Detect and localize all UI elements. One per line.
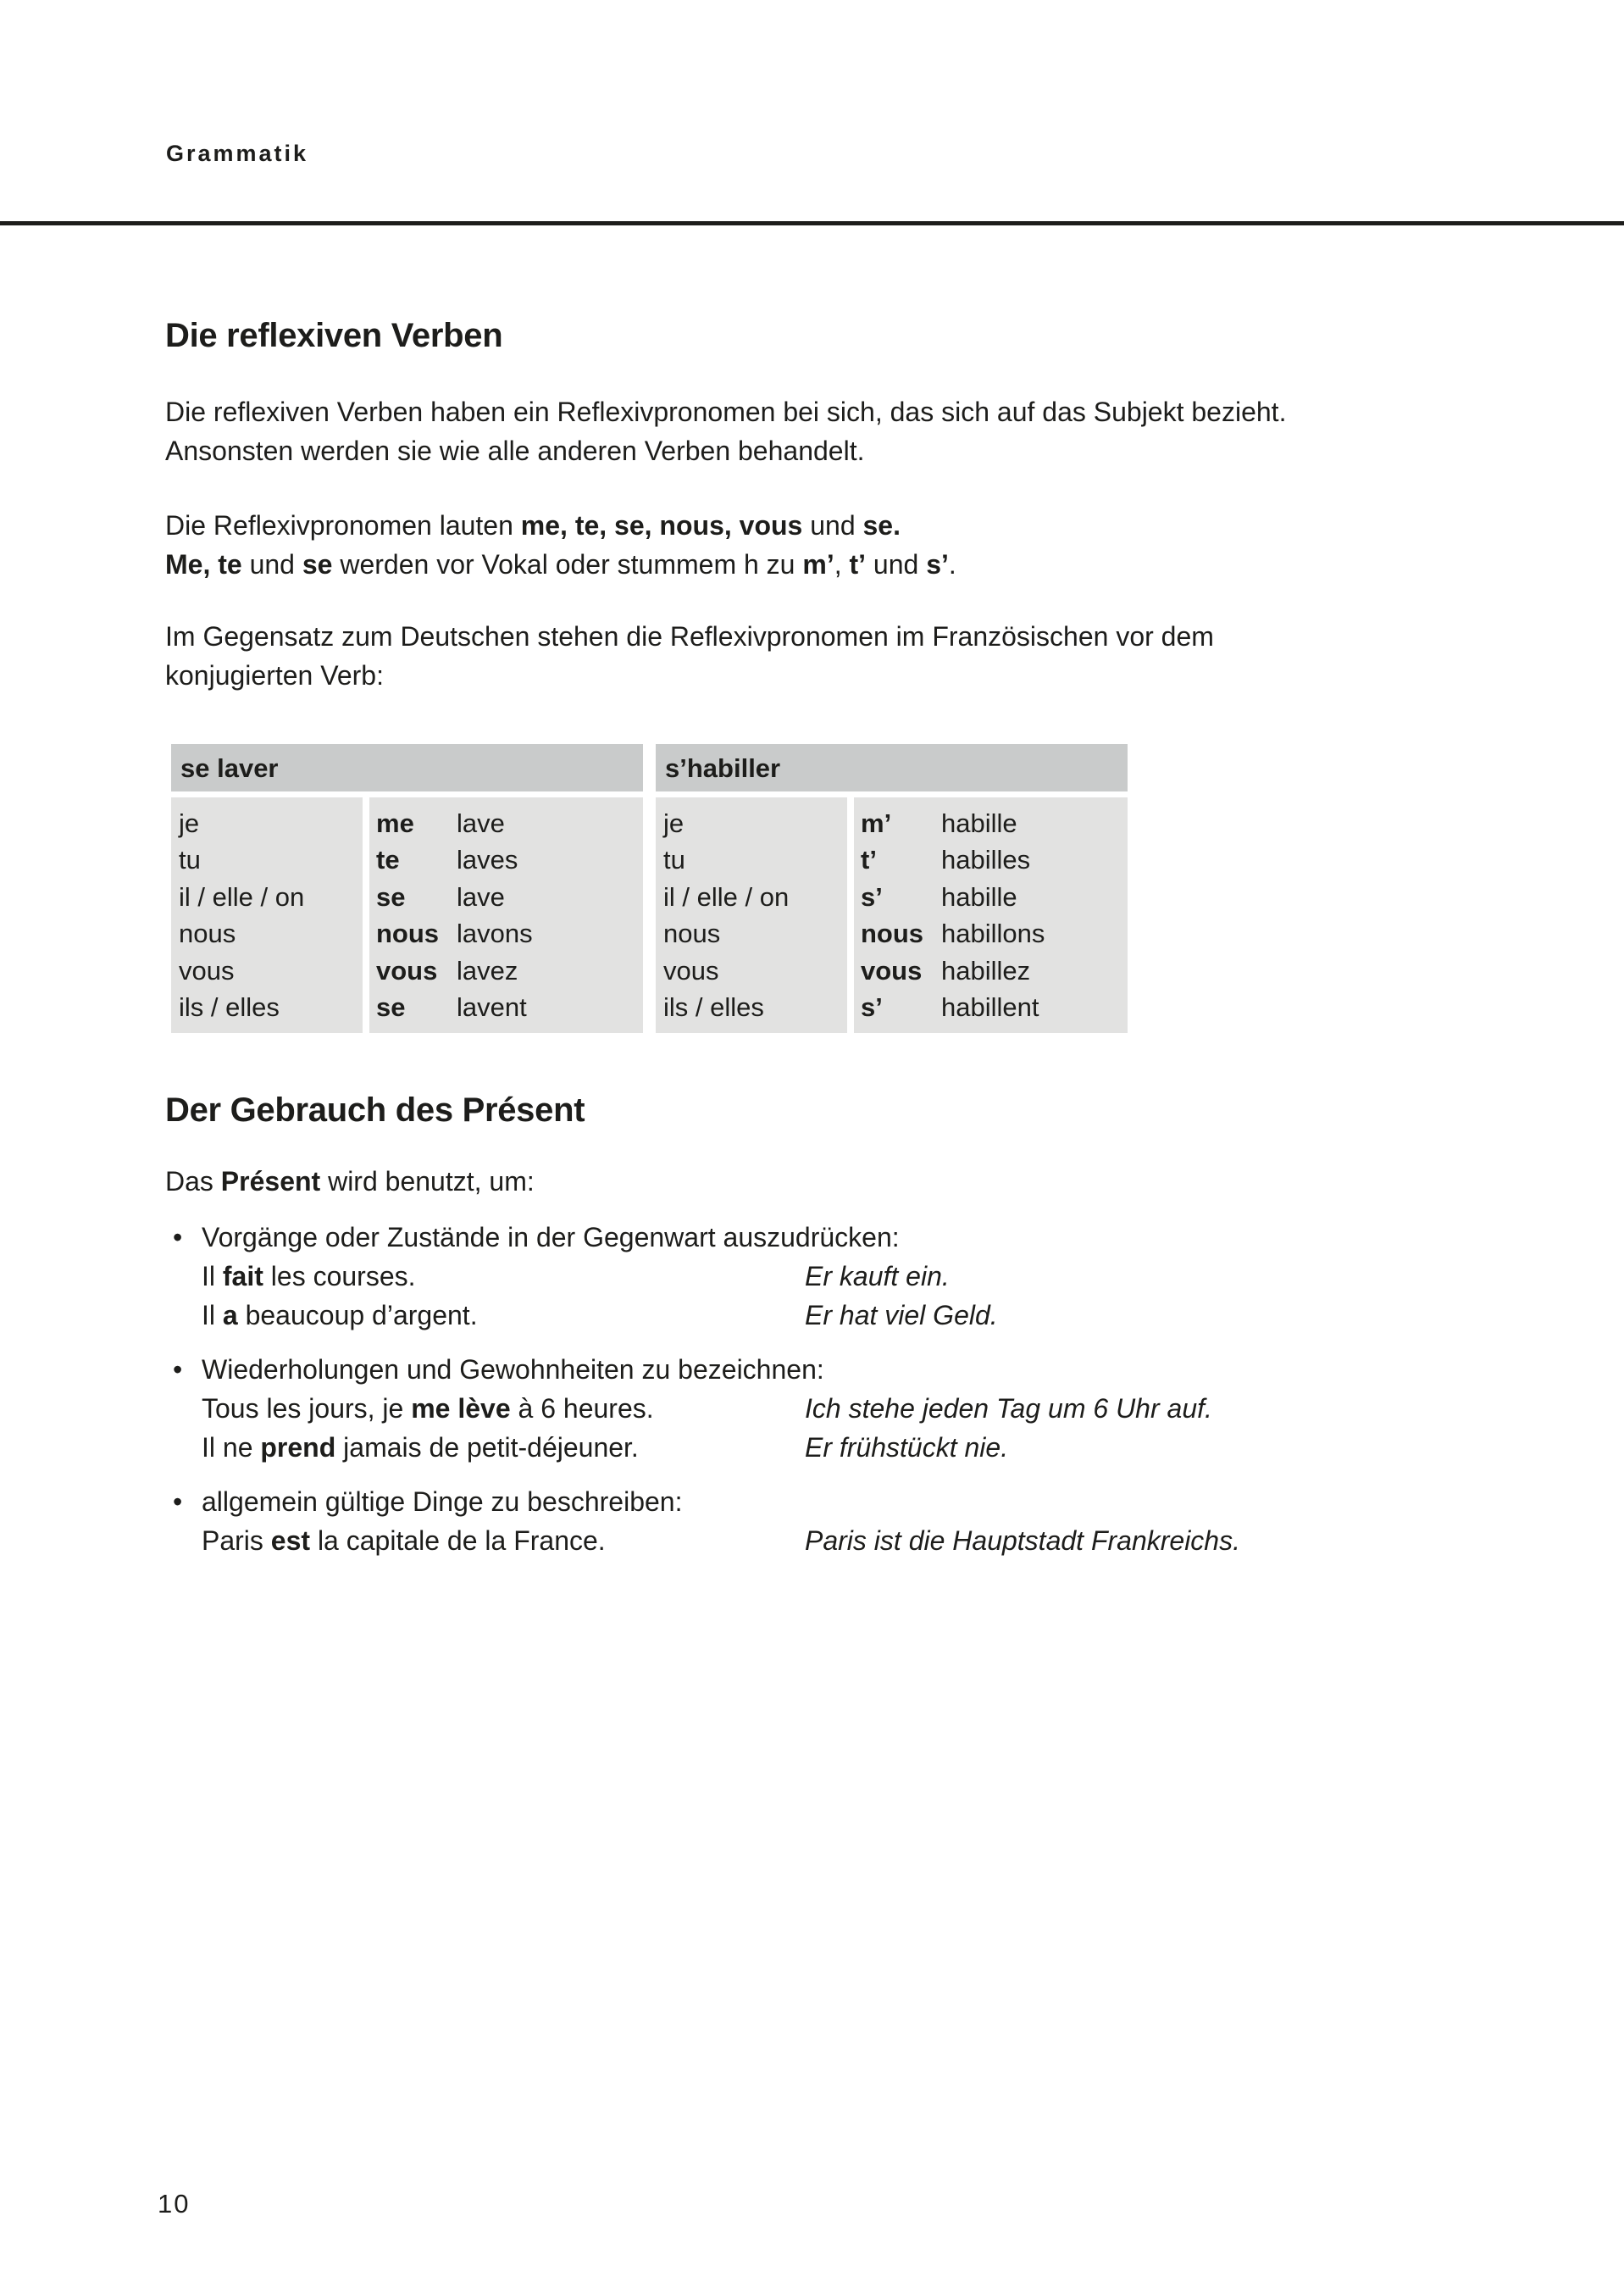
conjugation-row [861, 989, 1128, 1025]
verb-form: laves [457, 845, 518, 875]
paragraph-reflexive-position [165, 617, 1571, 695]
text-segment: Il ne [202, 1432, 261, 1463]
verb-form: lave [457, 881, 505, 912]
french-sentence [202, 1389, 805, 1428]
conjugation-column [854, 797, 1128, 1033]
usage-label: Vorgänge oder Zustände in der Gegenwart auszudrücken: [202, 1222, 900, 1252]
usage-list-item [165, 1218, 1563, 1335]
conjugation-row [861, 841, 1128, 878]
text-segment: fait [222, 1261, 263, 1291]
conjugation-table-title: se laver [171, 744, 643, 791]
conjugation-table-body [171, 797, 643, 1033]
usage-label-line [165, 1350, 1563, 1389]
section-title-reflexive-verbs: Die reflexiven Verben [165, 317, 503, 354]
verb-form: lavez [457, 955, 518, 986]
pronoun-cell: il / elle / on [663, 881, 790, 912]
reflexive-pronoun: se [376, 881, 406, 912]
usage-list-item [165, 1482, 1563, 1560]
conjugation-table [171, 744, 643, 1033]
french-sentence [202, 1428, 805, 1467]
bullet-marker: • [173, 1486, 183, 1517]
running-head: Grammatik [166, 141, 309, 166]
text-segment: . [948, 549, 956, 580]
french-sentence [202, 1296, 805, 1335]
usage-label: Wiederholungen und Gewohnheiten zu bezeichnen: [202, 1354, 824, 1385]
text-segment: est [270, 1525, 311, 1556]
reflexive-pronoun: s’ [861, 881, 883, 912]
pronoun-cell: il / elle / on [179, 881, 305, 912]
text-segment: konjugierten Verb: [165, 660, 384, 691]
conjugation-table [656, 744, 1128, 1033]
conjugation-row [376, 841, 643, 878]
verb-form: lavent [457, 992, 527, 1023]
pronoun-cell: tu [179, 845, 201, 875]
usage-label-line [165, 1482, 1563, 1521]
german-translation: Ich stehe jeden Tag um 6 Uhr auf. [805, 1393, 1212, 1424]
text-segment: beaucoup d’argent. [237, 1300, 478, 1330]
conjugation-row [376, 915, 643, 952]
section-title-present-usage: Der Gebrauch des Présent [165, 1091, 585, 1129]
pronoun-cell: nous [179, 919, 236, 949]
reflexive-pronoun: me [376, 808, 414, 838]
text-segment: wird benutzt, um: [320, 1166, 535, 1197]
french-sentence [202, 1257, 805, 1296]
text-segment: se [302, 549, 333, 580]
pronoun-cell: je [179, 808, 200, 838]
usage-label-line [165, 1218, 1563, 1257]
text-segment: Das [165, 1166, 221, 1197]
text-segment: Il [202, 1300, 223, 1330]
paragraph-present-intro [165, 1162, 1571, 1201]
conjugation-row [376, 805, 643, 841]
pronoun-column [656, 797, 847, 1033]
pronoun-cell: je [663, 808, 685, 838]
text-segment: und [802, 510, 863, 541]
pronoun-cell: ils / elles [179, 992, 280, 1023]
text-segment: Présent [220, 1166, 321, 1197]
french-sentence [202, 1521, 805, 1560]
reflexive-pronoun: nous [861, 919, 924, 949]
conjugation-row [376, 989, 643, 1025]
example-row [165, 1428, 1563, 1467]
text-segment: prend [260, 1432, 336, 1463]
text-segment: à 6 heures. [510, 1393, 654, 1424]
text-segment: , [834, 549, 850, 580]
pronoun-cell: vous [179, 955, 235, 986]
text-segment: la capitale de la France. [310, 1525, 606, 1556]
conjugation-table-body [656, 797, 1128, 1033]
conjugation-column [369, 797, 643, 1033]
text-segment: Im Gegensatz zum Deutschen stehen die Reflexivpronomen im Französischen vor dem [165, 621, 1214, 652]
verb-form: lave [457, 808, 505, 838]
text-segment: Me, te [165, 549, 242, 580]
page-number: 10 [158, 2189, 191, 2219]
paragraph-reflexive-intro [165, 392, 1571, 470]
conjugation-row [861, 952, 1128, 989]
german-translation: Er kauft ein. [805, 1261, 950, 1291]
text-segment: werden vor Vokal oder stummem h zu [332, 549, 803, 580]
usage-list-item [165, 1350, 1563, 1467]
text-segment: les courses. [263, 1261, 416, 1291]
text-segment: jamais de petit-déjeuner. [335, 1432, 639, 1463]
german-translation: Er frühstückt nie. [805, 1432, 1009, 1463]
reflexive-pronoun: vous [861, 955, 923, 986]
verb-form: habillons [941, 919, 1045, 949]
text-segment: Tous les jours, je [202, 1393, 412, 1424]
pronoun-cell: ils / elles [663, 992, 764, 1023]
verb-form: habille [941, 881, 1017, 912]
reflexive-pronoun: vous [376, 955, 438, 986]
bullet-marker: • [173, 1354, 183, 1385]
conjugation-row [861, 879, 1128, 915]
bullet-marker: • [173, 1222, 183, 1252]
pronoun-cell: nous [663, 919, 721, 949]
reflexive-pronoun: t’ [861, 845, 877, 875]
reflexive-pronoun: te [376, 845, 400, 875]
text-segment: Paris [202, 1525, 271, 1556]
example-row [165, 1257, 1563, 1296]
conjugation-row [861, 805, 1128, 841]
pronoun-column [171, 797, 363, 1033]
verb-form: habillent [941, 992, 1039, 1023]
verb-form: lavons [457, 919, 533, 949]
text-segment: Die Reflexivpronomen lauten [165, 510, 521, 541]
text-segment: me, te, se, nous, vous [520, 510, 803, 541]
conjugation-row [861, 915, 1128, 952]
text-segment: m’ [802, 549, 834, 580]
text-segment: und [241, 549, 302, 580]
conjugation-table-title: s’habiller [656, 744, 1128, 791]
text-segment: a [222, 1300, 238, 1330]
usage-label: allgemein gültige Dinge zu beschreiben: [202, 1486, 683, 1517]
example-row [165, 1521, 1563, 1560]
conjugation-tables [171, 744, 1128, 1033]
text-segment: Ansonsten werden sie wie alle anderen Verben behandelt. [165, 436, 865, 466]
pronoun-cell: vous [663, 955, 719, 986]
german-translation: Paris ist die Hauptstadt Frankreichs. [805, 1525, 1240, 1556]
text-segment: und [866, 549, 927, 580]
text-segment: me lève [411, 1393, 511, 1424]
present-usage-list [165, 1218, 1563, 1575]
reflexive-pronoun: m’ [861, 808, 892, 838]
text-segment: Il [202, 1261, 223, 1291]
conjugation-row [376, 952, 643, 989]
conjugation-row [376, 879, 643, 915]
header-divider-rule [0, 221, 1624, 225]
reflexive-pronoun: s’ [861, 992, 883, 1023]
pronoun-cell: tu [663, 845, 685, 875]
reflexive-pronoun: nous [376, 919, 440, 949]
text-segment: t’ [849, 549, 867, 580]
example-row [165, 1389, 1563, 1428]
verb-form: habilles [941, 845, 1031, 875]
reflexive-pronoun: se [376, 992, 406, 1023]
text-segment: se. [862, 510, 901, 541]
paragraph-reflexive-pronouns [165, 506, 1571, 584]
example-row [165, 1296, 1563, 1335]
text-segment: Die reflexiven Verben haben ein Reflexivpronomen bei sich, das sich auf das Subjekt bezieht. [165, 397, 1287, 427]
text-segment: s’ [926, 549, 949, 580]
german-translation: Er hat viel Geld. [805, 1300, 998, 1330]
verb-form: habille [941, 808, 1017, 838]
verb-form: habillez [941, 955, 1031, 986]
